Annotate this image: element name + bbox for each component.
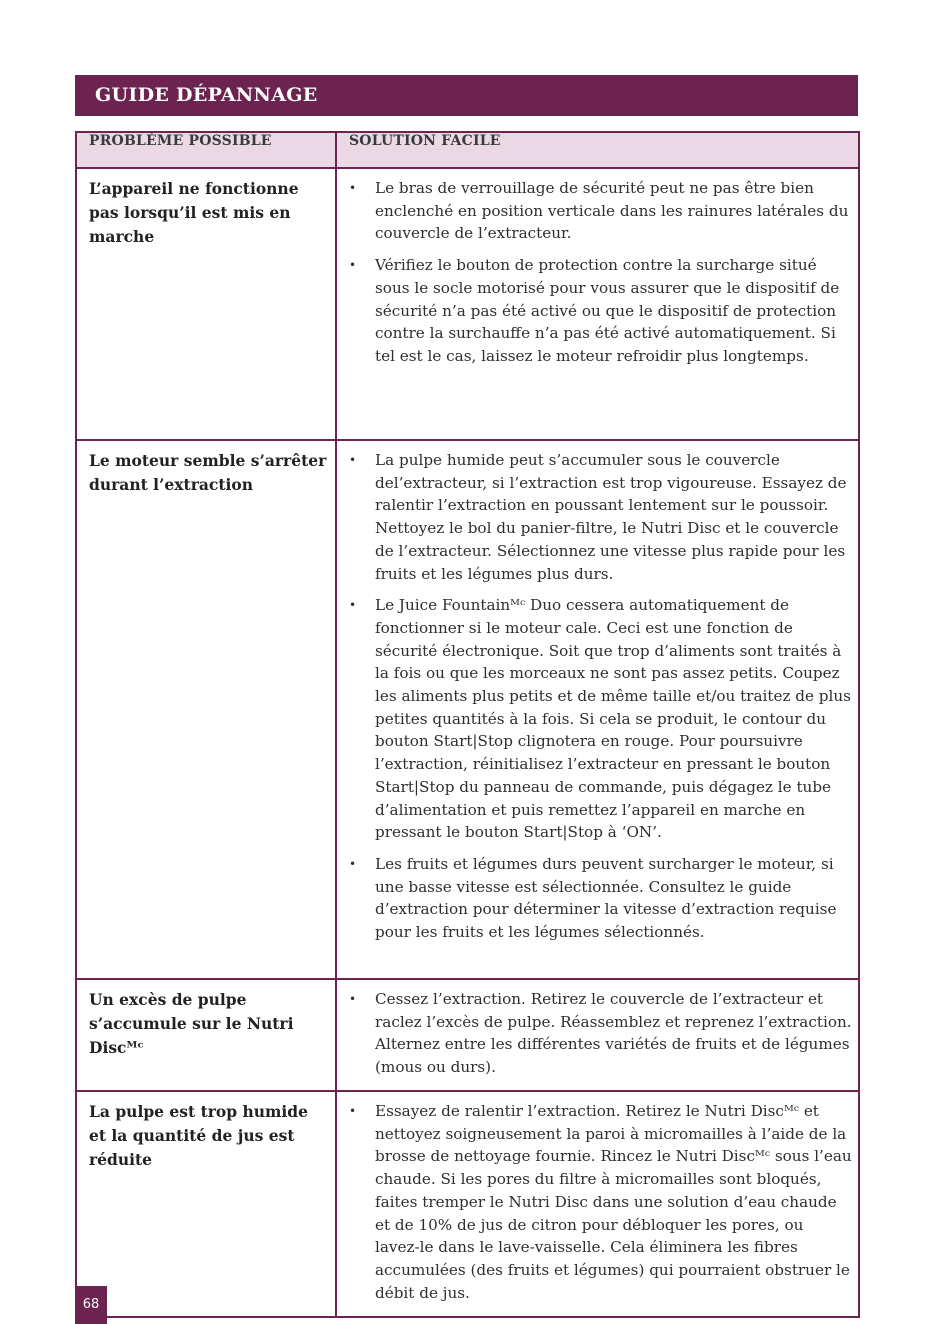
solution-text: Les fruits et légumes durs peuvent surcharger le moteur, si une basse vitesse est sélectionnée. Consultez le guide d’extraction pour déterminer la vitesse d’extraction requise pour les fruits et les légumes sélectionnés. (375, 854, 837, 942)
solution-text: Le bras de verrouillage de sécurité peut ne pas être bien enclenché en position verticale dans les rainures latérales du couvercle de l’extracteur. (375, 179, 849, 243)
solution-item (337, 853, 852, 944)
table-row (76, 979, 859, 1091)
bullet-icon: • (349, 258, 357, 273)
solution-item (337, 449, 852, 585)
table-row (76, 168, 859, 440)
problem-cell: La pulpe est trop humide et la quantité de jus est réduite (76, 1091, 336, 1317)
bullet-icon: • (349, 598, 357, 613)
column-header-solution: SOLUTION FACILE (336, 132, 859, 168)
table-row (76, 1091, 859, 1317)
solution-text: Cessez l’extraction. Retirez le couvercle de l’extracteur et raclez l’excès de pulpe. Réassemblez et reprenez l’extraction. Alternez entre les différentes variétés de fruits et de légumes (mous ou durs). (375, 990, 852, 1077)
solution-text: Le Juice Fountainᴹᶜ Duo cessera automatiquement de fonctionner si le moteur cale. Ceci est une fonction de sécurité électronique. Soit que trop d’aliments sont traités à la fois ou que les morceaux ne sont pas assez petits. Coupez les aliments plus petits et de même taille et/ou traitez de plus petites quantités à la fois. Si cela se produit, le contour du bouton Start|Stop clignotera en rouge. Pour poursuivre l’extraction, réinitialisez l’extracteur en pressant le bouton Start|Stop du panneau de commande, puis dégagez le tube d’alimentation et puis remettez l’appareil en marche en pressant le bouton Start|Stop à ‘ON’. (375, 596, 851, 842)
page-title: GUIDE DÉPANNAGE (75, 75, 858, 116)
solution-text: Essayez de ralentir l’extraction. Retirez le Nutri Discᴹᶜ et nettoyez soigneusement la paroi à micromailles à l’aide de la brosse de nettoyage fournie. Rincez le Nutri Discᴹᶜ sous l’eau chaude. Si les pores du filtre à micromailles sont bloqués, faites tremper le Nutri Disc dans une solution d’eau chaude et de 10% de jus de citron pour débloquer les pores, ou lavez-le dans le lave-vaisselle. Cela éliminera les fibres accumulées (des fruits et légumes) qui pourraient obstruer le débit de jus. (375, 1102, 852, 1302)
solution-cell (336, 440, 859, 979)
solution-text: Vérifiez le bouton de protection contre la surcharge situé sous le socle motorisé pour vous assurer que le dispositif de sécurité n’a pas été activé ou que le dispositif de protection contre la surchauffe n’a pas été activé automatiquement. Si tel est le cas, laissez le moteur refroidir plus longtemps. (375, 256, 840, 365)
problem-cell: L’appareil ne fonctionne pas lorsqu’il est mis en marche (76, 168, 336, 440)
bullet-icon: • (349, 453, 357, 467)
problem-cell: Un excès de pulpe s’accumule sur le Nutri Discᴹᶜ (76, 979, 336, 1091)
troubleshooting-table (75, 131, 860, 1318)
table-row (76, 440, 859, 979)
solution-item (337, 254, 852, 368)
solution-cell (336, 1091, 859, 1317)
solution-cell (336, 979, 859, 1091)
solution-item (337, 177, 852, 245)
solution-text: La pulpe humide peut s’accumuler sous le couvercle del’extracteur, si l’extraction est trop vigoureuse. Essayez de ralentir l’extraction en poussant lentement sur le poussoir. Nettoyez le bol du panier-filtre, le Nutri Disc et le couvercle de l’extracteur. Sélectionnez une vitesse plus rapide pour les fruits et les légumes plus durs. (375, 451, 847, 583)
bullet-icon: • (349, 992, 357, 1006)
column-header-problem: PROBLÈME POSSIBLE (76, 132, 336, 168)
page-number: 68 (75, 1286, 107, 1324)
problem-cell: Le moteur semble s’arrêter durant l’extraction (76, 440, 336, 979)
solution-cell (336, 168, 859, 440)
solution-item (337, 594, 852, 844)
bullet-icon: • (349, 1104, 357, 1118)
bullet-icon: • (349, 181, 357, 195)
bullet-icon: • (349, 856, 357, 871)
table-header-row (76, 132, 859, 168)
solution-item (337, 1100, 852, 1304)
solution-item (337, 988, 852, 1079)
